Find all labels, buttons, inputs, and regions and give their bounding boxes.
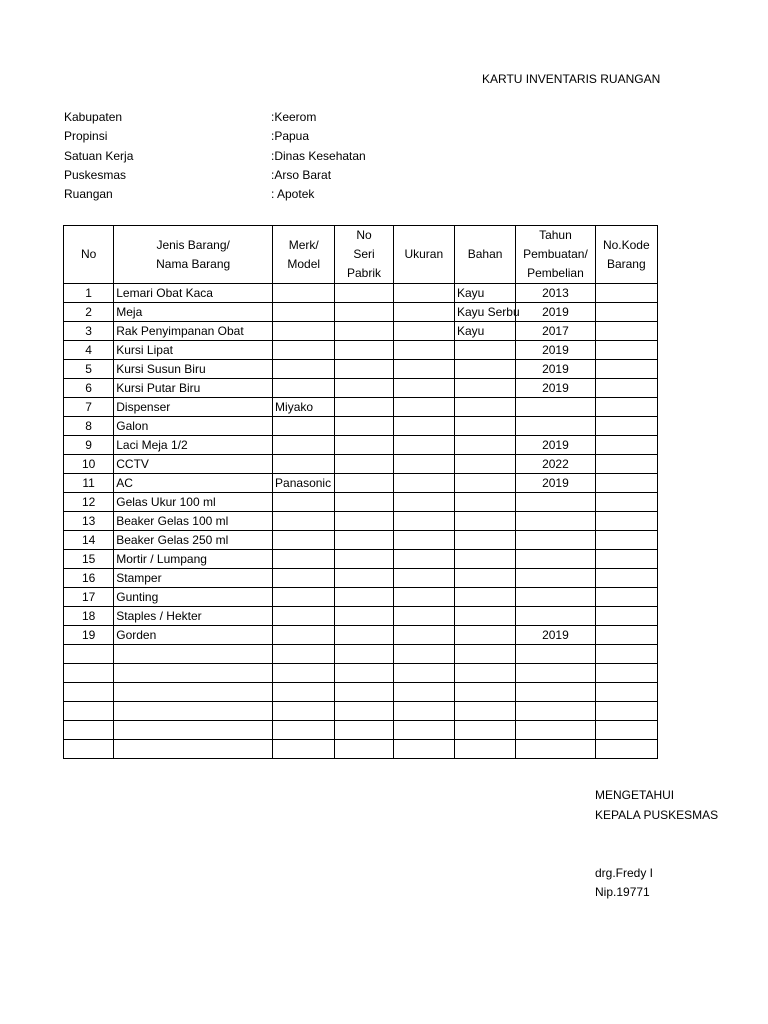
cell-seri <box>335 436 393 455</box>
cell-merk <box>273 360 335 379</box>
table-row <box>64 569 658 588</box>
footer-mengetahui: MENGETAHUI <box>595 788 675 802</box>
cell-ukuran <box>393 531 454 550</box>
cell-merk <box>273 512 335 531</box>
info-label-ruangan: Ruangan <box>64 187 113 201</box>
header-bahan: Bahan <box>454 226 515 284</box>
cell-bahan <box>454 493 515 512</box>
cell-item-name <box>114 645 273 664</box>
cell-merk <box>273 341 335 360</box>
cell-item-name: Kursi Lipat <box>114 341 273 360</box>
cell-seri <box>335 664 393 683</box>
cell-kode <box>595 398 657 417</box>
cell-seri <box>335 626 393 645</box>
cell-merk <box>273 683 335 702</box>
cell-seri <box>335 569 393 588</box>
cell-bahan <box>454 436 515 455</box>
cell-item-name: Gelas Ukur 100 ml <box>114 493 273 512</box>
cell-item-name: Lemari Obat Kaca <box>114 284 273 303</box>
cell-item-name <box>114 740 273 759</box>
cell-kode <box>595 436 657 455</box>
cell-kode <box>595 664 657 683</box>
cell-seri <box>335 721 393 740</box>
cell-merk: Panasonic <box>273 474 335 493</box>
cell-kode <box>595 284 657 303</box>
cell-kode <box>595 493 657 512</box>
cell-no <box>64 645 114 664</box>
table-row <box>64 740 658 759</box>
cell-ukuran <box>393 588 454 607</box>
cell-bahan <box>454 664 515 683</box>
cell-ukuran <box>393 645 454 664</box>
cell-item-name: Gorden <box>114 626 273 645</box>
cell-kode <box>595 322 657 341</box>
cell-no: 8 <box>64 417 114 436</box>
cell-no: 16 <box>64 569 114 588</box>
cell-seri <box>335 493 393 512</box>
header-tahun: Tahun Pembuatan/ Pembelian <box>516 226 595 284</box>
cell-tahun <box>516 607 595 626</box>
cell-kode <box>595 645 657 664</box>
cell-no: 7 <box>64 398 114 417</box>
cell-seri <box>335 303 393 322</box>
cell-item-name <box>114 683 273 702</box>
info-label-satuan-kerja: Satuan Kerja <box>64 149 134 163</box>
cell-bahan <box>454 721 515 740</box>
table-body <box>64 284 658 759</box>
cell-item-name <box>114 664 273 683</box>
cell-no: 9 <box>64 436 114 455</box>
cell-ukuran <box>393 493 454 512</box>
cell-ukuran <box>393 474 454 493</box>
cell-tahun: 2017 <box>516 322 595 341</box>
inventory-table <box>63 225 658 759</box>
cell-ukuran <box>393 398 454 417</box>
cell-seri <box>335 360 393 379</box>
header-no: No <box>64 226 114 284</box>
cell-seri <box>335 322 393 341</box>
cell-bahan <box>454 379 515 398</box>
cell-no: 19 <box>64 626 114 645</box>
cell-tahun: 2022 <box>516 455 595 474</box>
cell-seri <box>335 379 393 398</box>
cell-kode <box>595 702 657 721</box>
cell-no <box>64 721 114 740</box>
table-row <box>64 398 658 417</box>
cell-no: 15 <box>64 550 114 569</box>
cell-kode <box>595 531 657 550</box>
cell-kode <box>595 512 657 531</box>
cell-kode <box>595 455 657 474</box>
cell-merk <box>273 569 335 588</box>
cell-merk <box>273 588 335 607</box>
cell-kode <box>595 721 657 740</box>
cell-no: 4 <box>64 341 114 360</box>
info-value-puskesmas: :Arso Barat <box>271 168 332 182</box>
table-row <box>64 436 658 455</box>
cell-merk <box>273 417 335 436</box>
cell-tahun: 2019 <box>516 360 595 379</box>
cell-item-name: Beaker Gelas 250 ml <box>114 531 273 550</box>
cell-bahan: Kayu <box>454 284 515 303</box>
cell-bahan <box>454 626 515 645</box>
cell-bahan <box>454 645 515 664</box>
table-row <box>64 683 658 702</box>
cell-no: 14 <box>64 531 114 550</box>
cell-ukuran <box>393 664 454 683</box>
cell-tahun <box>516 531 595 550</box>
info-value-satuan-kerja: :Dinas Kesehatan <box>271 149 366 163</box>
cell-kode <box>595 341 657 360</box>
table-row <box>64 531 658 550</box>
cell-merk <box>273 645 335 664</box>
cell-tahun: 2019 <box>516 626 595 645</box>
cell-tahun <box>516 569 595 588</box>
cell-item-name: Laci Meja 1/2 <box>114 436 273 455</box>
info-label-puskesmas: Puskesmas <box>64 168 127 182</box>
cell-tahun <box>516 398 595 417</box>
cell-tahun: 2019 <box>516 474 595 493</box>
cell-item-name: Gunting <box>114 588 273 607</box>
cell-merk <box>273 436 335 455</box>
cell-kode <box>595 740 657 759</box>
cell-kode <box>595 569 657 588</box>
cell-item-name: Kursi Putar Biru <box>114 379 273 398</box>
cell-tahun <box>516 417 595 436</box>
cell-ukuran <box>393 569 454 588</box>
cell-item-name: AC <box>114 474 273 493</box>
table-row <box>64 322 658 341</box>
cell-item-name: Rak Penyimpanan Obat <box>114 322 273 341</box>
cell-kode <box>595 379 657 398</box>
table-row <box>64 284 658 303</box>
cell-seri <box>335 474 393 493</box>
cell-bahan <box>454 550 515 569</box>
table-row <box>64 341 658 360</box>
cell-seri <box>335 607 393 626</box>
cell-ukuran <box>393 436 454 455</box>
cell-item-name <box>114 702 273 721</box>
cell-seri <box>335 702 393 721</box>
cell-seri <box>335 417 393 436</box>
table-row <box>64 493 658 512</box>
cell-no: 12 <box>64 493 114 512</box>
table-row <box>64 360 658 379</box>
info-label-kabupaten: Kabupaten <box>64 110 123 124</box>
table-row <box>64 455 658 474</box>
footer-signatory-name: drg.Fredy I <box>595 866 654 880</box>
cell-item-name: Galon <box>114 417 273 436</box>
cell-bahan <box>454 702 515 721</box>
cell-ukuran <box>393 284 454 303</box>
table-row <box>64 702 658 721</box>
cell-bahan <box>454 740 515 759</box>
cell-merk <box>273 664 335 683</box>
cell-ukuran <box>393 683 454 702</box>
cell-kode <box>595 588 657 607</box>
cell-merk <box>273 702 335 721</box>
cell-merk <box>273 493 335 512</box>
cell-seri <box>335 531 393 550</box>
cell-merk <box>273 303 335 322</box>
cell-tahun: 2019 <box>516 379 595 398</box>
table-row <box>64 550 658 569</box>
cell-ukuran <box>393 512 454 531</box>
cell-bahan <box>454 398 515 417</box>
footer-kepala: KEPALA PUSKESMAS <box>595 808 719 822</box>
cell-item-name: Meja <box>114 303 273 322</box>
cell-tahun: 2019 <box>516 303 595 322</box>
cell-kode <box>595 550 657 569</box>
cell-merk <box>273 455 335 474</box>
cell-bahan: Kayu <box>454 322 515 341</box>
cell-tahun <box>516 664 595 683</box>
table-row <box>64 474 658 493</box>
cell-tahun <box>516 588 595 607</box>
cell-kode <box>595 303 657 322</box>
header-no-seri: No Seri Pabrik <box>335 226 393 284</box>
cell-seri <box>335 284 393 303</box>
cell-ukuran <box>393 626 454 645</box>
table-row <box>64 588 658 607</box>
table-row <box>64 512 658 531</box>
cell-bahan <box>454 341 515 360</box>
cell-tahun <box>516 550 595 569</box>
cell-no: 5 <box>64 360 114 379</box>
cell-merk: Miyako <box>273 398 335 417</box>
cell-bahan <box>454 588 515 607</box>
cell-no: 10 <box>64 455 114 474</box>
cell-ukuran <box>393 721 454 740</box>
cell-no <box>64 664 114 683</box>
cell-ukuran <box>393 740 454 759</box>
cell-bahan: Kayu Serbu <box>454 303 515 322</box>
cell-seri <box>335 550 393 569</box>
info-value-kabupaten: :Keerom <box>271 110 317 124</box>
cell-merk <box>273 550 335 569</box>
cell-kode <box>595 474 657 493</box>
cell-tahun: 2019 <box>516 341 595 360</box>
cell-ukuran <box>393 341 454 360</box>
table-row <box>64 626 658 645</box>
cell-bahan <box>454 607 515 626</box>
cell-no <box>64 740 114 759</box>
cell-kode <box>595 607 657 626</box>
cell-seri <box>335 645 393 664</box>
cell-ukuran <box>393 455 454 474</box>
cell-no: 11 <box>64 474 114 493</box>
cell-bahan <box>454 417 515 436</box>
cell-no: 3 <box>64 322 114 341</box>
cell-ukuran <box>393 550 454 569</box>
table-row <box>64 607 658 626</box>
cell-tahun <box>516 512 595 531</box>
info-label-propinsi: Propinsi <box>64 129 108 143</box>
info-value-propinsi: :Papua <box>271 129 310 143</box>
cell-merk <box>273 322 335 341</box>
cell-tahun <box>516 645 595 664</box>
cell-item-name: Staples / Hekter <box>114 607 273 626</box>
cell-kode <box>595 360 657 379</box>
cell-no: 6 <box>64 379 114 398</box>
cell-merk <box>273 531 335 550</box>
table-row <box>64 417 658 436</box>
cell-item-name: CCTV <box>114 455 273 474</box>
cell-seri <box>335 341 393 360</box>
cell-merk <box>273 626 335 645</box>
cell-no: 2 <box>64 303 114 322</box>
cell-merk <box>273 740 335 759</box>
info-value-ruangan: : Apotek <box>271 187 315 201</box>
cell-item-name: Kursi Susun Biru <box>114 360 273 379</box>
cell-merk <box>273 721 335 740</box>
cell-ukuran <box>393 607 454 626</box>
cell-tahun: 2019 <box>516 436 595 455</box>
cell-bahan <box>454 683 515 702</box>
cell-ukuran <box>393 417 454 436</box>
cell-seri <box>335 588 393 607</box>
cell-ukuran <box>393 702 454 721</box>
cell-ukuran <box>393 379 454 398</box>
header-ukuran: Ukuran <box>393 226 454 284</box>
cell-seri <box>335 398 393 417</box>
cell-bahan <box>454 512 515 531</box>
cell-tahun: 2013 <box>516 284 595 303</box>
cell-seri <box>335 512 393 531</box>
cell-seri <box>335 683 393 702</box>
header-kode-barang: No.Kode Barang <box>595 226 657 284</box>
table-row <box>64 721 658 740</box>
cell-merk <box>273 284 335 303</box>
header-jenis-barang: Jenis Barang/ Nama Barang <box>114 226 273 284</box>
cell-ukuran <box>393 360 454 379</box>
cell-kode <box>595 626 657 645</box>
cell-item-name: Stamper <box>114 569 273 588</box>
cell-no: 1 <box>64 284 114 303</box>
cell-bahan <box>454 360 515 379</box>
cell-item-name: Beaker Gelas 100 ml <box>114 512 273 531</box>
cell-bahan <box>454 531 515 550</box>
cell-kode <box>595 683 657 702</box>
cell-ukuran <box>393 322 454 341</box>
table-row <box>64 664 658 683</box>
document-title: KARTU INVENTARIS RUANGAN <box>482 72 661 86</box>
cell-bahan <box>454 474 515 493</box>
table-row <box>64 379 658 398</box>
cell-ukuran <box>393 303 454 322</box>
cell-no: 17 <box>64 588 114 607</box>
cell-tahun <box>516 721 595 740</box>
cell-no <box>64 683 114 702</box>
cell-no: 13 <box>64 512 114 531</box>
cell-bahan <box>454 455 515 474</box>
cell-bahan <box>454 569 515 588</box>
cell-no: 18 <box>64 607 114 626</box>
cell-tahun <box>516 493 595 512</box>
cell-tahun <box>516 683 595 702</box>
cell-item-name: Dispenser <box>114 398 273 417</box>
cell-item-name <box>114 721 273 740</box>
cell-item-name: Mortir / Lumpang <box>114 550 273 569</box>
table-row <box>64 303 658 322</box>
cell-tahun <box>516 740 595 759</box>
header-merk: Merk/ Model <box>273 226 335 284</box>
cell-seri <box>335 455 393 474</box>
table-row <box>64 645 658 664</box>
cell-seri <box>335 740 393 759</box>
cell-no <box>64 702 114 721</box>
cell-tahun <box>516 702 595 721</box>
footer-signatory-nip: Nip.19771 <box>595 885 650 899</box>
table-header-row <box>64 226 658 284</box>
cell-merk <box>273 379 335 398</box>
cell-kode <box>595 417 657 436</box>
cell-merk <box>273 607 335 626</box>
